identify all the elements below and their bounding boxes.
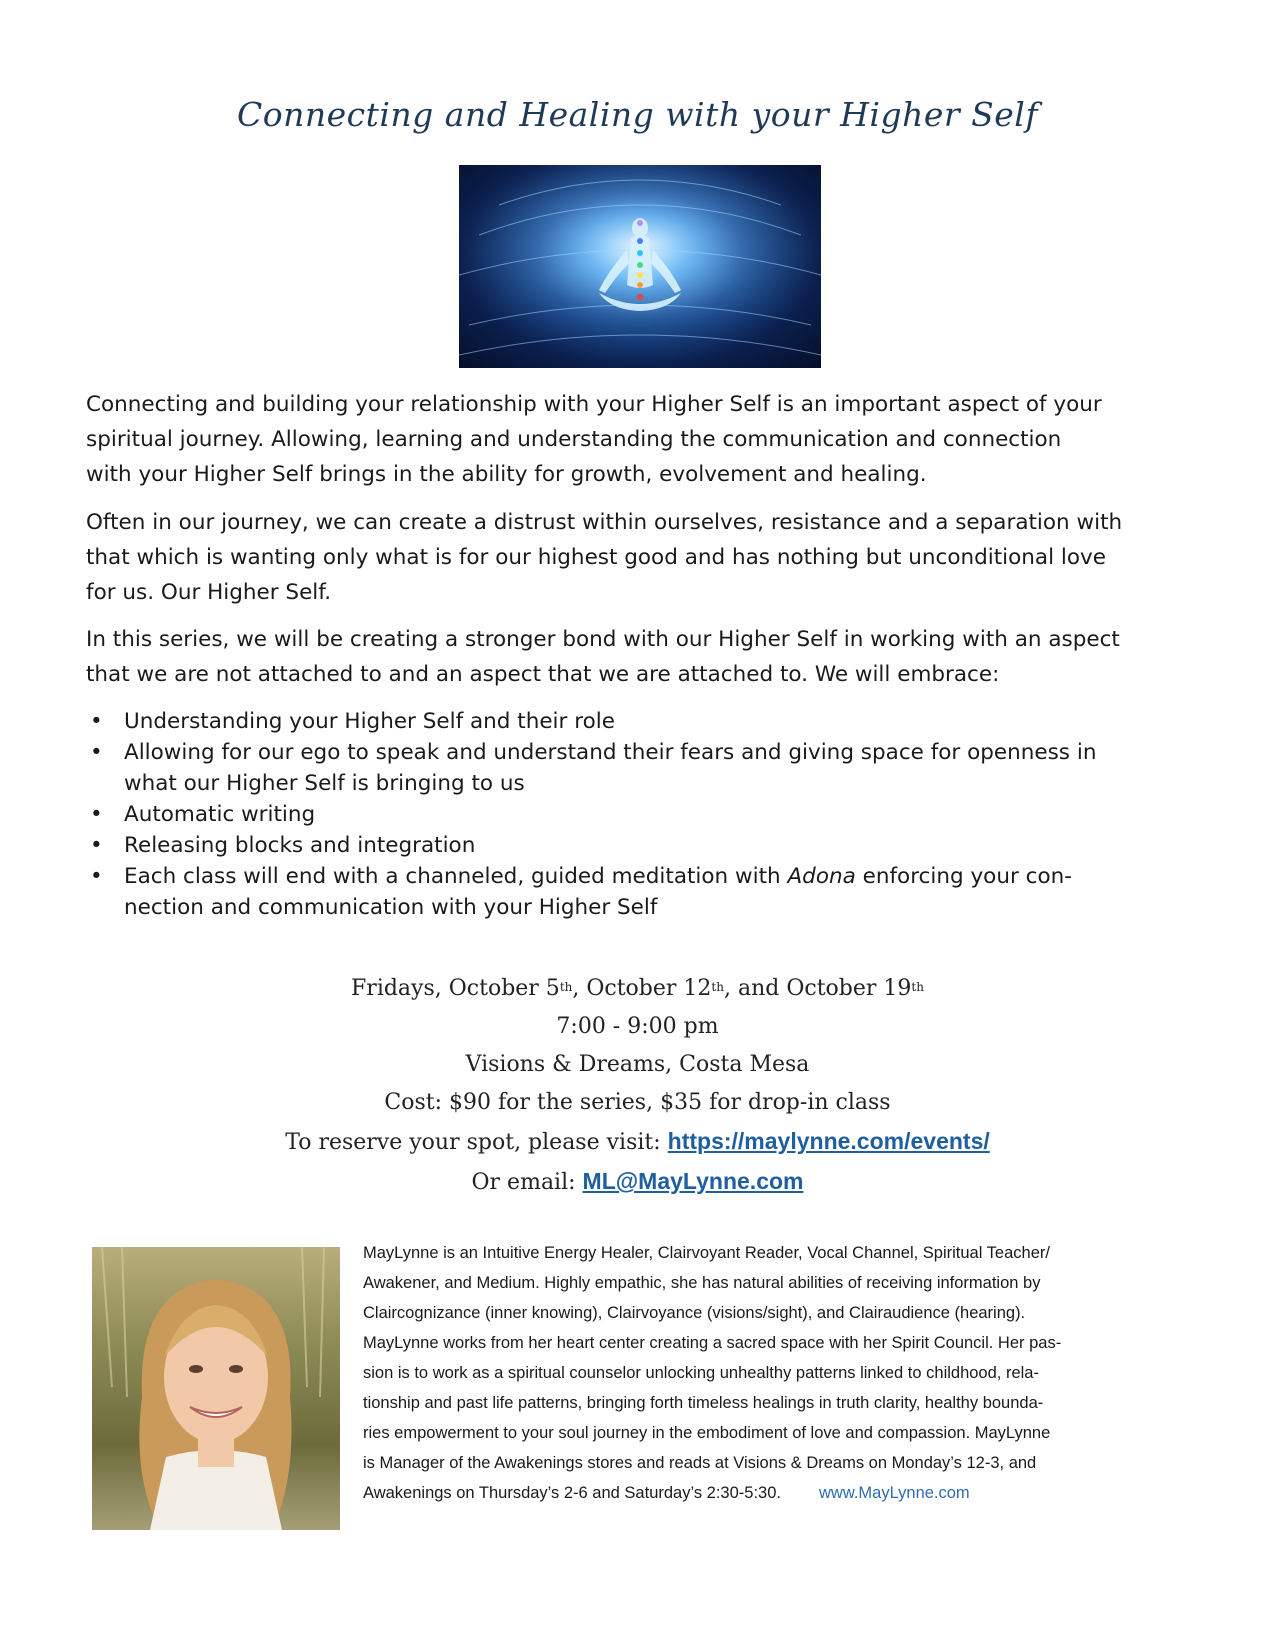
events-link[interactable]: https://maylynne.com/events/ xyxy=(667,1128,990,1154)
paragraph-line: for us. Our Higher Self. xyxy=(86,580,332,605)
bio-line: Awakener, and Medium. Highly empathic, she has natural abilities of receiving information by xyxy=(363,1274,1041,1292)
paragraph-line: Often in our journey, we can create a distrust within ourselves, resistance and a separation with xyxy=(86,510,1123,535)
page-title: Connecting and Healing with your Higher Self xyxy=(236,95,1039,134)
adona-name: Adona xyxy=(787,864,856,889)
event-dates xyxy=(0,970,1275,1008)
list-item xyxy=(86,799,1196,830)
list-item-text: Allowing for our ego to speak and understand their fears and giving space for openness in xyxy=(124,740,1097,765)
bio-line: Claircognizance (inner knowing), Clairvoyance (visions/sight), and Clairaudience (hearing). xyxy=(363,1304,1026,1322)
bio-line xyxy=(363,1478,1183,1508)
list-item-text xyxy=(124,861,1196,892)
event-details xyxy=(0,970,1275,1202)
paragraph-line: that we are not attached to and an aspect that we are attached to. We will embrace: xyxy=(86,662,1000,687)
paragraph-line: spiritual journey. Allowing, learning and understanding the communication and connection xyxy=(86,427,1062,452)
meditation-hero-image xyxy=(459,165,821,368)
list-item-text: Releasing blocks and integration xyxy=(124,833,476,858)
list-item-text: Understanding your Higher Self and their role xyxy=(124,709,615,734)
event-time: 7:00 - 9:00 pm xyxy=(556,1014,719,1039)
event-location: Visions & Dreams, Costa Mesa xyxy=(465,1052,810,1077)
bullet-icon: • xyxy=(90,802,103,827)
ordinal-suffix: th xyxy=(711,980,724,994)
maylynne-portrait-photo xyxy=(92,1247,340,1530)
bio-line: MayLynne works from her heart center creating a sacred space with her Spirit Council. Her pas- xyxy=(363,1334,1062,1352)
list-item-text: nection and communication with your Higher Self xyxy=(124,895,658,920)
paragraph-line: Connecting and building your relationship with your Higher Self is an important aspect of your xyxy=(86,392,1102,417)
list-item-text: Automatic writing xyxy=(124,802,316,827)
website-link[interactable]: www.MayLynne.com xyxy=(818,1484,970,1502)
ordinal-suffix: th xyxy=(911,980,924,994)
list-item xyxy=(86,830,1196,861)
bio-line: ries empowerment to your soul journey in the embodiment of love and compassion. MayLynne xyxy=(363,1424,1051,1442)
bullet-icon: • xyxy=(90,833,103,858)
bio-line: sion is to work as a spiritual counselor unlocking unhealthy patterns linked to childhood, rela- xyxy=(363,1364,1039,1382)
list-item xyxy=(86,737,1196,799)
email-line xyxy=(0,1162,1275,1202)
list-item xyxy=(86,861,1196,923)
paragraph-line: that which is wanting only what is for our highest good and has nothing but unconditional love xyxy=(86,545,1106,570)
bullet-icon: • xyxy=(90,709,103,734)
text-span: Each class will end with a channeled, guided meditation with xyxy=(124,864,788,889)
series-paragraph xyxy=(86,622,1196,692)
event-cost: Cost: $90 for the series, $35 for drop-in class xyxy=(384,1090,891,1115)
bullet-icon: • xyxy=(90,740,103,765)
email-label: Or email: xyxy=(471,1170,583,1195)
maylynne-bio xyxy=(363,1238,1183,1508)
ordinal-suffix: th xyxy=(559,980,573,994)
bio-line: tionship and past life patterns, bringing forth timeless healings in truth clarity, healthy bounda- xyxy=(363,1394,1044,1412)
text-span: , and October 19 xyxy=(723,976,912,1001)
topics-list xyxy=(86,706,1196,923)
email-link[interactable]: ML@MayLynne.com xyxy=(582,1168,804,1194)
portrait-illustration xyxy=(92,1247,340,1530)
paragraph-line: with your Higher Self brings in the ability for growth, evolvement and healing. xyxy=(86,462,927,487)
paragraph-line: In this series, we will be creating a stronger bond with our Higher Self in working with an aspect xyxy=(86,627,1120,652)
meditation-figure-illustration xyxy=(459,165,821,368)
intro-paragraph xyxy=(86,387,1196,492)
bio-line: is Manager of the Awakenings stores and reads at Visions & Dreams on Monday’s 12-3, and xyxy=(363,1454,1037,1472)
bio-line: MayLynne is an Intuitive Energy Healer, Clairvoyant Reader, Vocal Channel, Spiritual Teacher/ xyxy=(363,1244,1050,1262)
bullet-icon: • xyxy=(90,864,103,889)
reserve-label: To reserve your spot, please visit: xyxy=(285,1130,668,1155)
reserve-line xyxy=(0,1122,1275,1162)
list-item-text: what our Higher Self is bringing to us xyxy=(124,771,525,796)
text-span: enforcing your con- xyxy=(855,864,1072,889)
text-span: Awakenings on Thursday’s 2-6 and Saturday’s 2:30-5:30. xyxy=(363,1484,781,1502)
distrust-paragraph xyxy=(86,505,1196,610)
text-span: , October 12 xyxy=(572,976,712,1001)
list-item xyxy=(86,706,1196,737)
text-span: Fridays, October 5 xyxy=(351,976,560,1001)
